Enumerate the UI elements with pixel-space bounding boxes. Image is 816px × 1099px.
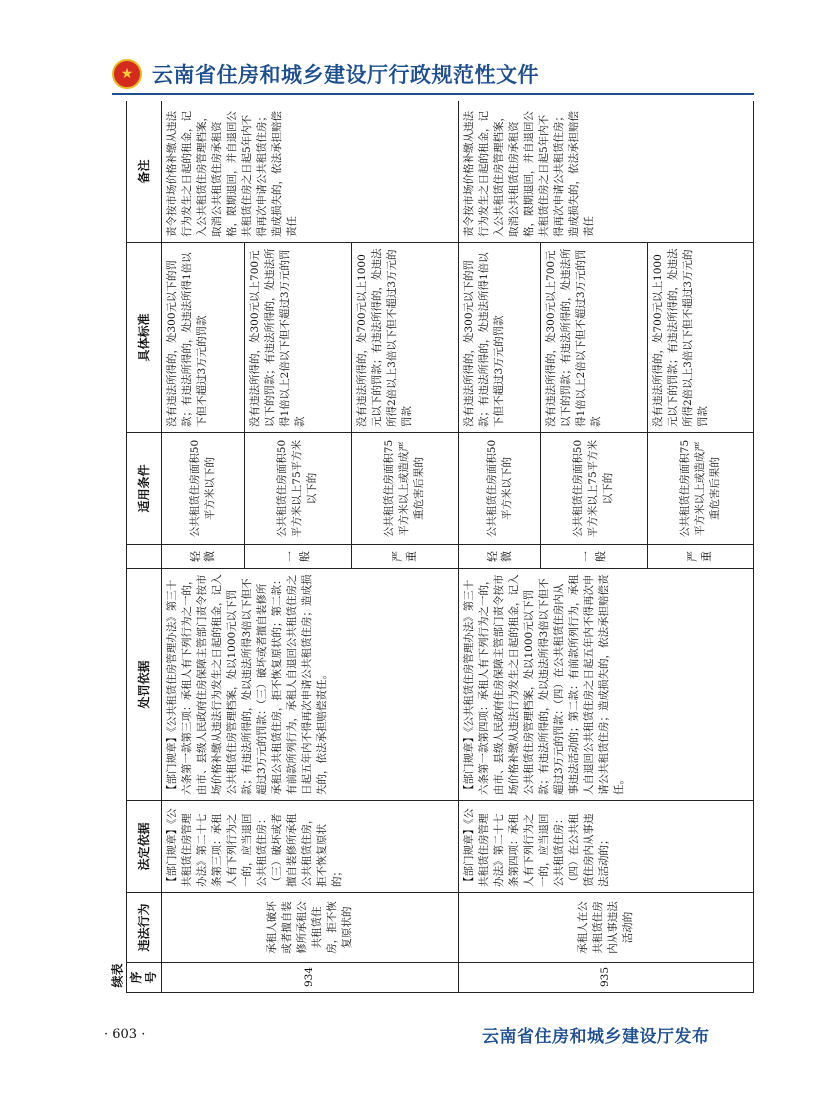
row-number: 934 [162,963,459,993]
standard-cell: 没有违法所得的，处300元以上700元以下的罚款；有违法所得的，处违法所得1倍以上2倍以下但不超过3万元的罚款 [244,243,351,433]
standard-cell: 没有违法所得的，处700元以上1000元以下的罚款；有违法所得的，处违法所得2倍以上3倍以下但不超过3万元的罚款 [647,243,753,433]
continued-label: 续表 [110,962,125,988]
col-header-degree [127,545,162,569]
degree-cell: 轻微 [458,545,541,569]
degree-cell: 一般 [541,545,647,569]
table-row [162,101,245,993]
col-header-violation: 违法行为 [127,893,162,963]
col-header-remark: 备注 [127,101,162,243]
standard-cell: 没有违法所得的，处300元以上700元以下的罚款；有违法所得的，处违法所得1倍以上2倍以下但不超过3万元的罚款 [541,243,647,433]
table-header-row [127,101,162,993]
degree-cell: 轻微 [162,545,245,569]
violation-cell: 承租人在公共租赁住房内从事违法活动的 [458,893,753,963]
penalty-basis-cell: 【部门规章】《公共租赁住房管理办法》第三十六条第一款第三项：承租人有下列行为之一的，由市、县级人民政府住房保障主管部门责令按市场价格补缴从违法行为发生之日起的租金，记入公共租赁住房管理档案，处以1000元以下罚款；有违法所得的，处以违法所得3倍以下但不超过3万元的罚款：（三）破坏或者擅自装修所承租公共租赁住房，拒不恢复原状的；第二款：有前款所列行为，承租人自退回公共租赁住房之日起五年内不得再次申请公共租赁住房；造成损失的，依法承担赔偿责任。 [162,569,459,801]
standard-cell: 没有违法所得的，处700元以上1000元以下的罚款；有违法所得的，处违法所得2倍以上3倍以下但不超过3万元的罚款 [351,243,458,433]
condition-cell: 公共租赁住房面积75平方米以上或造成严重危害后果的 [351,433,458,545]
national-emblem-icon: ★ [112,59,142,89]
condition-cell: 公共租赁住房面积50平方米以上75平方米以下的 [244,433,351,545]
condition-cell: 公共租赁住房面积50平方米以下的 [458,433,541,545]
remark-cell: 责令按市场价格补缴从违法行为发生之日起的租金，记入公共租赁住房管理档案，取消公共租赁住房承租资格，限期退回，并自退回公共租赁住房之日起5年内不得再次申请公共租赁住房；造成损失的，依法承担赔偿责任 [162,101,459,243]
remark-cell: 责令按市场价格补缴从违法行为发生之日起的租金，记入公共租赁住房管理档案，取消公共租赁住房承租资格，限期退回，并自退回公共租赁住房之日起5年内不得再次申请公共租赁住房；造成损失的，依法承担赔偿责任 [458,101,753,243]
standard-cell: 没有违法所得的，处300元以下的罚款；有违法所得的，处违法所得1倍以下但不超过3万元的罚款 [458,243,541,433]
penalty-standard-table [126,101,754,993]
col-header-no: 序号 [127,963,162,993]
degree-cell: 一般 [244,545,351,569]
col-header-condition: 适用条件 [127,433,162,545]
legal-basis-cell: 【部门规章】《公共租赁住房管理办法》第二十七条第三项：承租人有下列行为之一的，应当退回公共租赁住房：（三）破坏或者擅自装修所承租公共租赁住房，拒不恢复原状的； [162,801,459,893]
col-header-standard: 具体标准 [127,243,162,433]
legal-basis-cell: 【部门规章】《公共租赁住房管理办法》第二十七条第四项：承租人有下列行为之一的，应当退回公共租赁住房：（四）在公共租赁住房内从事违法活动的； [458,801,753,893]
col-header-penalty-basis: 处罚依据 [127,569,162,801]
violation-cell: 承租人破坏或者擅自装修所承租公共租赁住房，拒不恢复原状的 [162,893,459,963]
page-header [112,56,539,92]
penalty-basis-cell: 【部门规章】《公共租赁住房管理办法》第三十六条第一款第四项：承租人有下列行为之一的，由市、县级人民政府住房保障主管部门责令按市场价格补缴从违法行为发生之日起的租金，记入公共租赁住房管理档案，处以1000元以下罚款；有违法所得的，处以违法所得3倍以下但不超过3万元的罚款：（四）在公共租赁住房内从事违法活动的；第二款：有前款所列行为，承租人自退回公共租赁住房之日起五年内不得再次申请公共租赁住房；造成损失的，依法承担赔偿责任。 [458,569,753,801]
table-row [458,101,541,993]
header-rule [112,93,754,95]
degree-cell: 严重 [351,545,458,569]
rotated-table-container [126,101,754,993]
condition-cell: 公共租赁住房面积50平方米以下的 [162,433,245,545]
degree-cell: 严重 [647,545,753,569]
col-header-legal-basis: 法定依据 [127,801,162,893]
header-title: 云南省住房和城乡建设厅行政规范性文件 [152,63,539,87]
publisher-footer: 云南省住房和城乡建设厅发布 [482,1027,710,1047]
standard-cell: 没有违法所得的，处300元以下的罚款；有违法所得的，处违法所得1倍以下但不超过3万元的罚款 [162,243,245,433]
row-number: 935 [458,963,753,993]
page-number: · 603 · [104,1027,146,1042]
condition-cell: 公共租赁住房面积75平方米以上或造成严重危害后果的 [647,433,753,545]
condition-cell: 公共租赁住房面积50平方米以上75平方米以下的 [541,433,647,545]
